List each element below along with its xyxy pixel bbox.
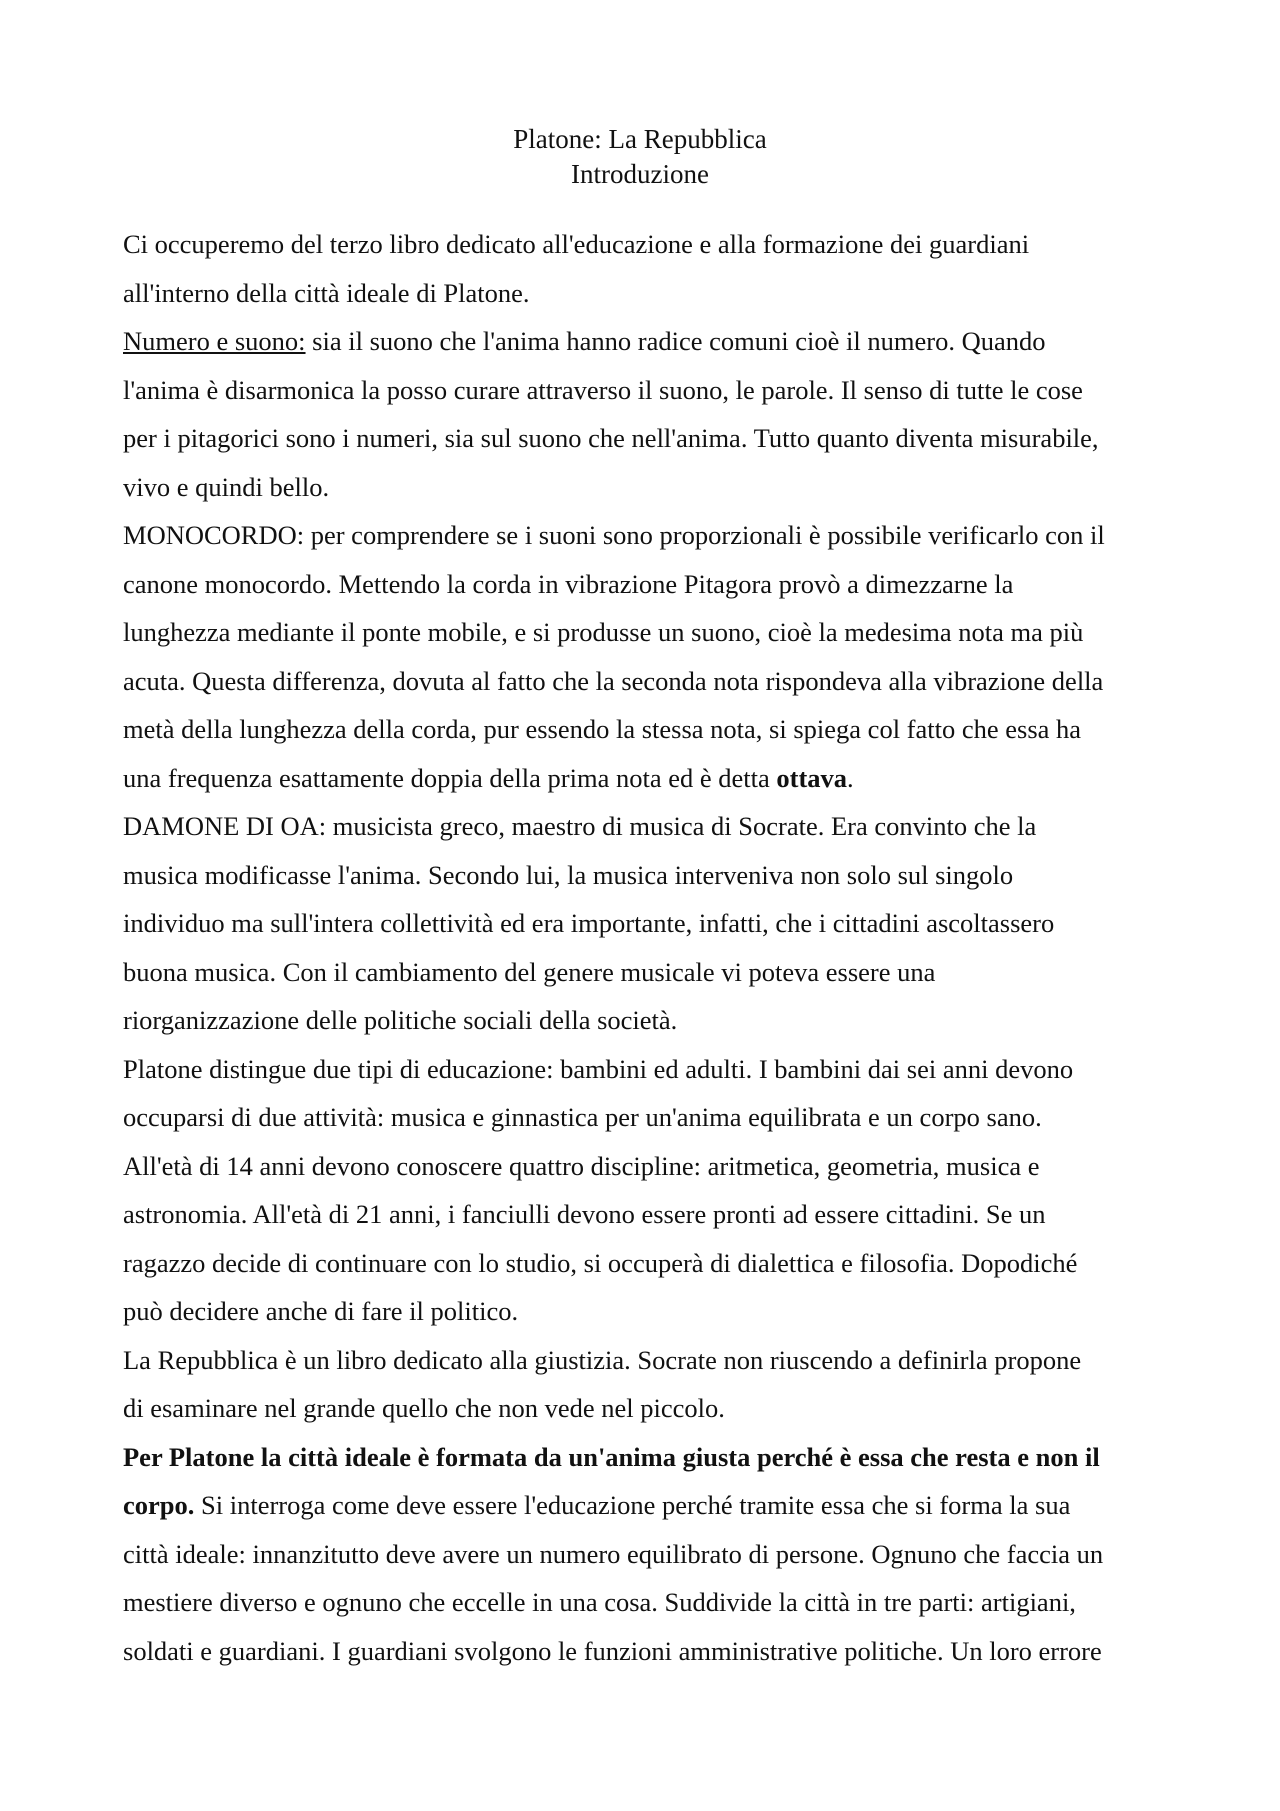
section-heading-numero-suono: Numero e suono: bbox=[123, 326, 306, 356]
text-line: metà della lunghezza della corda, pur essendo la stessa nota, si spiega col fatto che essa ha bbox=[123, 714, 1082, 744]
text-run: . bbox=[847, 762, 854, 793]
text-line: Ci occuperemo del terzo libro dedicato all'educazione e alla formazione dei guardiani bbox=[123, 229, 1030, 259]
text-line: Platone distingue due tipi di educazione: bambini ed adulti. I bambini dai sei anni devono bbox=[123, 1053, 1074, 1084]
text-line: per i pitagorici sono i numeri, sia sul suono che nell'anima. Tutto quanto diventa misurabile, bbox=[123, 423, 1099, 453]
bold-statement: corpo. bbox=[123, 1490, 195, 1520]
text-line: riorganizzazione delle politiche sociali della società. bbox=[123, 1005, 678, 1035]
text-line bbox=[123, 1481, 1173, 1530]
body-text bbox=[123, 220, 1173, 1675]
text-line: l'anima è disarmonica la posso curare attraverso il suono, le parole. Il senso di tutte le cose bbox=[123, 374, 1083, 405]
text-line: MONOCORDO: per comprendere se i suoni sono proporzionali è possibile verificarlo con il bbox=[123, 520, 1105, 550]
text-line: mestiere diverso e ognuno che eccelle in una cosa. Suddivide la città in tre parti: artigiani, bbox=[123, 1587, 1076, 1617]
document-subtitle: Introduzione bbox=[571, 159, 709, 189]
text-run: una frequenza esattamente doppia della prima nota ed è detta bbox=[123, 762, 777, 793]
text-line: La Repubblica è un libro dedicato alla giustizia. Socrate non riuscendo a definirla propone bbox=[123, 1344, 1082, 1375]
text-line: canone monocordo. Mettendo la corda in vibrazione Pitagora provò a dimezzarne la bbox=[123, 568, 1014, 599]
text-line bbox=[123, 317, 1173, 366]
text-line: DAMONE DI OA: musicista greco, maestro di musica di Socrate. Era convinto che la bbox=[123, 811, 1037, 841]
text-line bbox=[123, 754, 1173, 803]
text-run: sia il suono che l'anima hanno radice comuni cioè il numero. Quando bbox=[305, 326, 1046, 356]
text-line: ragazzo decide di continuare con lo studio, si occuperà di dialettica e filosofia. Dopodiché bbox=[123, 1247, 1078, 1278]
text-line: soldati e guardiani. I guardiani svolgono le funzioni amministrative politiche. Un loro errore bbox=[123, 1635, 1102, 1666]
text-line: di esaminare nel grande quello che non vede nel piccolo. bbox=[123, 1393, 725, 1423]
text-line: può decidere anche di fare il politico. bbox=[123, 1296, 519, 1326]
text-line: astronomia. All'età di 21 anni, i fanciulli devono essere pronti ad essere cittadini. Se un bbox=[123, 1199, 1046, 1229]
text-line: buona musica. Con il cambiamento del genere musicale vi poteva essere una bbox=[123, 956, 936, 987]
text-line: individuo ma sull'intera collettività ed era importante, infatti, che i cittadini ascoltassero bbox=[123, 908, 1055, 938]
text-line: All'età di 14 anni devono conoscere quattro discipline: aritmetica, geometria, musica e bbox=[123, 1150, 1040, 1181]
text-line: musica modificasse l'anima. Secondo lui, la musica interveniva non solo sul singolo bbox=[123, 859, 1014, 890]
bold-statement: Per Platone la città ideale è formata da un'anima giusta perché è essa che resta e non il bbox=[123, 1441, 1100, 1472]
text-line bbox=[123, 1433, 1173, 1482]
text-line: acuta. Questa differenza, dovuta al fatto che la seconda nota rispondeva alla vibrazione della bbox=[123, 665, 1104, 696]
text-line: all'interno della città ideale di Platone. bbox=[123, 277, 530, 308]
title-block bbox=[0, 122, 1280, 192]
bold-term-ottava: ottava bbox=[776, 762, 848, 793]
document-title: Platone: La Repubblica bbox=[513, 124, 767, 154]
text-line: occuparsi di due attività: musica e ginnastica per un'anima equilibrata e un corpo sano. bbox=[123, 1102, 1042, 1132]
text-line: vivo e quindi bello. bbox=[123, 471, 330, 502]
text-run: Si interroga come deve essere l'educazione perché tramite essa che si forma la sua bbox=[194, 1490, 1071, 1520]
text-line: città ideale: innanzitutto deve avere un numero equilibrato di persone. Ognuno che faccia un bbox=[123, 1538, 1104, 1569]
text-line: lunghezza mediante il ponte mobile, e si produsse un suono, cioè la medesima nota ma più bbox=[123, 617, 1084, 647]
